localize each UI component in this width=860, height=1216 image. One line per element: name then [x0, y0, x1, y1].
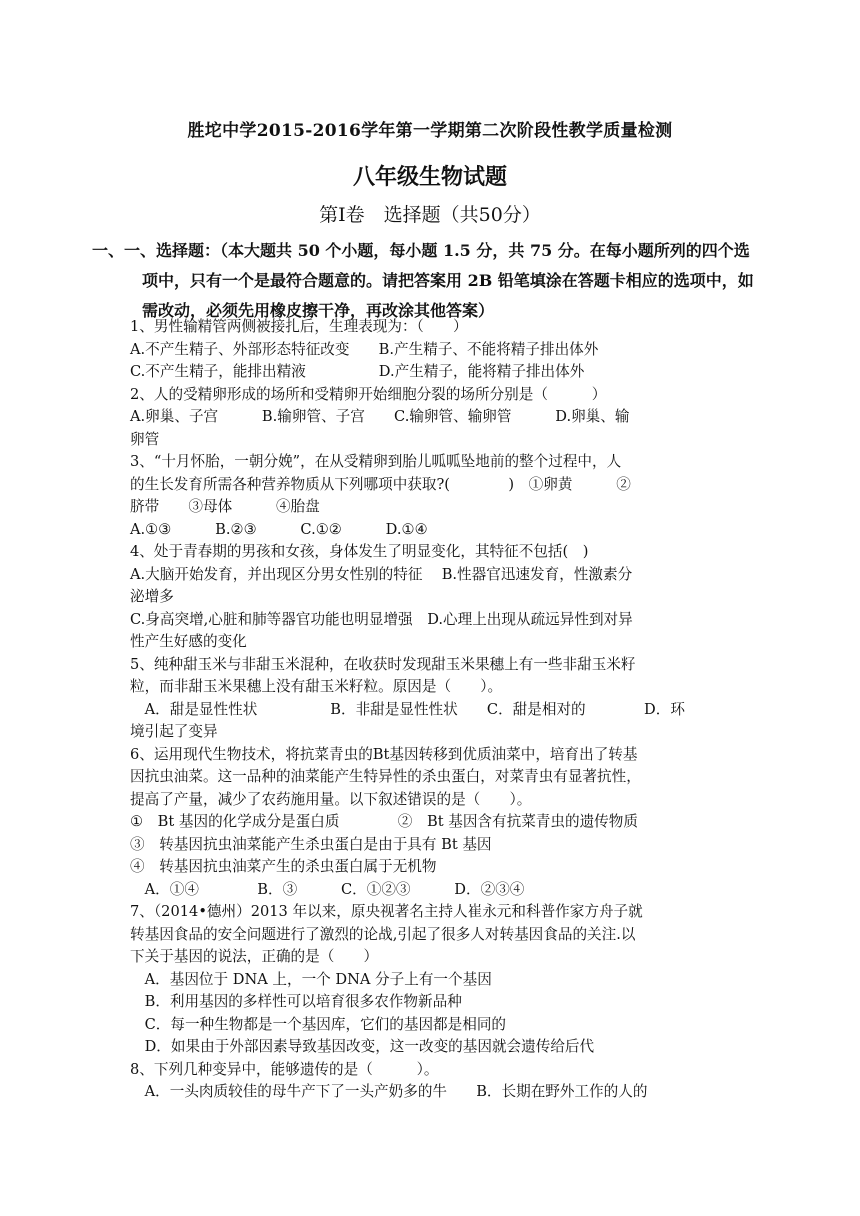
text-line: 3、“十月怀胎，一朝分娩”，在从受精卵到胎儿呱呱坠地前的整个过程中，人: [130, 453, 622, 470]
text-line: ① Bt 基因的化学成分是蛋白质 ② Bt 基因含有抗菜青虫的遗传物质: [130, 813, 638, 830]
text-line: 泌增多: [130, 588, 174, 605]
text-line: 7、（2014•德州）2013 年以来，原央视著名主持人崔永元和科普作家方舟子就: [130, 903, 643, 920]
text-line: 2、人的受精卵形成的场所和受精卵开始细胞分裂的场所分别是（ ）: [130, 385, 607, 403]
subject-title: 八年级生物试题: [352, 164, 507, 190]
text-line: C．每一种生物都是一个基因库，它们的基因都是相同的: [130, 1015, 507, 1033]
text-line: A.不产生精子、外部形态特征改变 B.产生精子、不能将精子排出体外: [130, 340, 599, 358]
text-line: 卵管: [130, 430, 160, 448]
text-line: 6、运用现代生物技术，将抗菜青虫的Bt基因转移到优质油菜中，培育出了转基: [130, 745, 638, 763]
text-line: A．一头肉质较佳的母牛产下了一头产奶多的牛 B．长期在野外工作的人的: [130, 1083, 648, 1100]
text-line: ④ 转基因抗虫油菜产生的杀虫蛋白属于无机物: [130, 858, 437, 875]
text-line: C.不产生精子，能排出精液 D.产生精子，能将精子排出体外: [130, 363, 585, 380]
text-line: 5、纯种甜玉米与非甜玉米混种，在收获时发现甜玉米果穗上有一些非甜玉米籽: [130, 655, 636, 673]
text-line: A.卵巢、子宫 B.输卵管、子宫 C.输卵管、输卵管 D.卵巢、输: [130, 408, 630, 425]
text-line: 8、下列几种变异中，能够遗传的是（ ）。: [130, 1060, 439, 1078]
text-line: ③ 转基因抗虫油菜能产生杀虫蛋白是由于具有 Bt 基因: [130, 835, 492, 853]
section-instructions: [92, 236, 772, 326]
school-title: 胜坨中学2015-2016学年第一学期第二次阶段性教学质量检测: [187, 121, 673, 141]
text-line: A．①④ B．③ C．①②③ D．②③④: [130, 880, 525, 898]
text-line: 转基因食品的安全问题进行了激烈的论战,引起了很多人对转基因食品的关注.以: [130, 925, 636, 943]
text-line: 粒，而非甜玉米果穗上没有甜玉米籽粒。原因是（ ）。: [130, 678, 503, 695]
text-line: 因抗虫油菜。这一品种的油菜能产生特异性的杀虫蛋白，对菜青虫有显著抗性，: [130, 768, 641, 785]
text-line: 提高了产量，减少了农药施用量。以下叙述错误的是（ ）。: [130, 790, 532, 808]
text-line: 的生长发育所需各种营养物质从下列哪项中获取?( ) ①卵黄 ②: [130, 475, 631, 493]
text-line: A.①③ B.②③ C.①② D.①④: [130, 520, 428, 538]
text-line: 脐带 ③母体 ④胎盘: [130, 498, 320, 515]
text-line: 4、处于青春期的男孩和女孩，身体发生了明显变化，其特征不包括( ): [130, 543, 589, 560]
questions-body: [130, 316, 740, 1104]
text-line: 境引起了变异: [130, 723, 218, 740]
text-line: 性产生好感的变化: [130, 633, 247, 650]
text-line: A．甜是显性性状 B．非甜是显性性状 C．甜是相对的 D．环: [130, 700, 685, 718]
text-line: D．如果由于外部因素导致基因改变，这一改变的基因就会遗传给后代: [130, 1038, 595, 1055]
text-line: 下关于基因的说法，正确的是（ ）: [130, 948, 379, 965]
text-line: A．基因位于 DNA 上，一个 DNA 分子上有一个基因: [130, 970, 492, 988]
section-line: 项中，只有一个是最符合题意的。请把答案用 2B 铅笔填涂在答题卡相应的选项中，如: [142, 271, 754, 290]
section-line: 需改动，必须先用橡皮擦干净，再改涂其他答案）: [142, 301, 495, 320]
text-line: 1、男性输精管两侧被接扎后，生理表现为：（ ）: [130, 318, 468, 335]
part-title: 第Ⅰ卷 选择题（共50分）: [319, 204, 541, 226]
text-line: B．利用基因的多样性可以培育很多农作物新品种: [130, 993, 462, 1010]
text-line: C.身高突增,心脏和肺等器官功能也明显增强 D.心理上出现从疏远异性到对异: [130, 610, 633, 628]
text-line: A.大脑开始发育，并出现区分男女性别的特征 B.性器官迅速发育，性激素分: [130, 565, 633, 583]
section-line: 一、一、选择题：（本大题共 50 个小题，每小题 1.5 分，共 75 分。在每小题所列的四个选: [92, 241, 750, 260]
